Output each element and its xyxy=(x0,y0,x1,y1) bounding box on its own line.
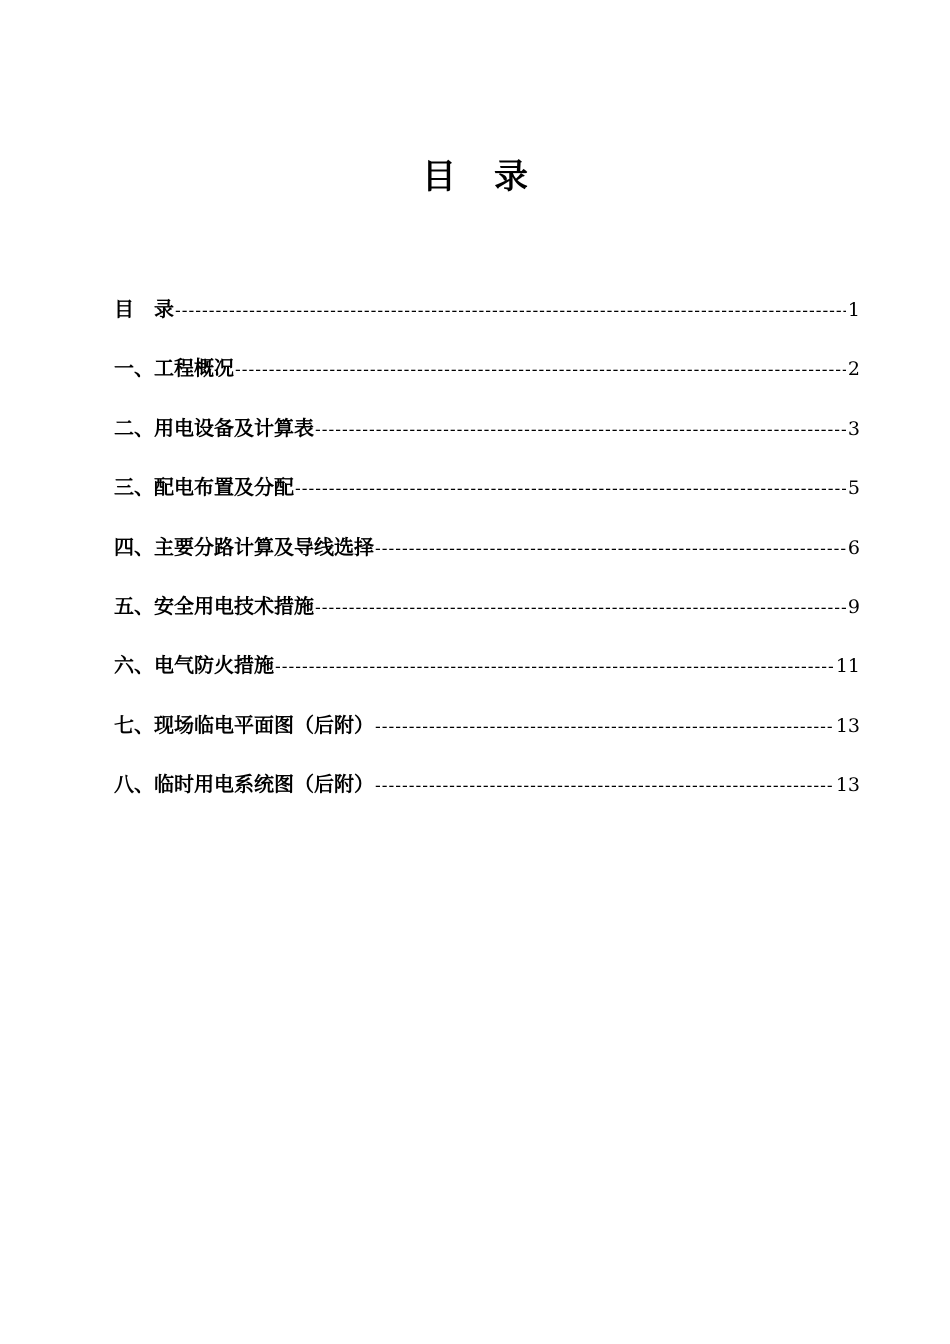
toc-entry-label: 八、临时用电系统图（后附） xyxy=(114,772,374,797)
toc-entry-label: 二、用电设备及计算表 xyxy=(114,415,314,440)
toc-entry-fire-prevention[interactable] xyxy=(114,648,860,707)
toc-entry-site-plan[interactable] xyxy=(114,708,860,767)
toc-leader-dashes xyxy=(375,710,834,744)
toc-leader-dashes xyxy=(375,769,834,803)
toc-entry-page-number: 13 xyxy=(835,714,860,737)
toc-leader-dashes xyxy=(295,472,846,506)
table-of-contents xyxy=(114,292,860,827)
toc-entry-safety-measures[interactable] xyxy=(114,589,860,648)
toc-entry-page-number: 9 xyxy=(847,595,860,618)
toc-leader-dashes xyxy=(375,532,846,566)
toc-entry-label: 五、安全用电技术措施 xyxy=(114,593,314,618)
title-char-right: 录 xyxy=(494,157,528,197)
toc-leader-dashes xyxy=(275,650,834,684)
toc-leader-dashes xyxy=(315,591,846,625)
toc-entry-page-number: 5 xyxy=(847,477,860,500)
title-char-left: 目 xyxy=(422,157,456,197)
page-title xyxy=(0,152,950,202)
toc-entry-label: 四、主要分路计算及导线选择 xyxy=(114,534,374,559)
toc-entry-label: 三、配电布置及分配 xyxy=(114,475,294,500)
toc-entry-page-number: 11 xyxy=(835,655,860,678)
toc-entry-label: 六、电气防火措施 xyxy=(114,653,274,678)
toc-entry-page-number: 1 xyxy=(847,299,860,321)
toc-entry-branch-calculation[interactable] xyxy=(114,530,860,589)
toc-entry-project-overview[interactable] xyxy=(114,351,860,410)
toc-entry-label: 目 录 xyxy=(114,297,174,321)
toc-entry-equipment-table[interactable] xyxy=(114,411,860,470)
toc-entry-page-number: 13 xyxy=(835,774,860,797)
toc-leader-dashes xyxy=(315,413,846,447)
toc-entry-page-number: 6 xyxy=(847,536,860,559)
toc-entry-system-diagram[interactable] xyxy=(114,767,860,826)
toc-leader-dashes xyxy=(175,294,846,328)
toc-entry-contents[interactable] xyxy=(114,292,860,351)
toc-entry-label: 一、工程概况 xyxy=(114,356,234,381)
toc-entry-distribution-layout[interactable] xyxy=(114,470,860,529)
toc-entry-label: 七、现场临电平面图（后附） xyxy=(114,712,374,737)
toc-entry-page-number: 2 xyxy=(847,358,860,381)
toc-entry-page-number: 3 xyxy=(847,417,860,440)
toc-leader-dashes xyxy=(235,353,846,387)
